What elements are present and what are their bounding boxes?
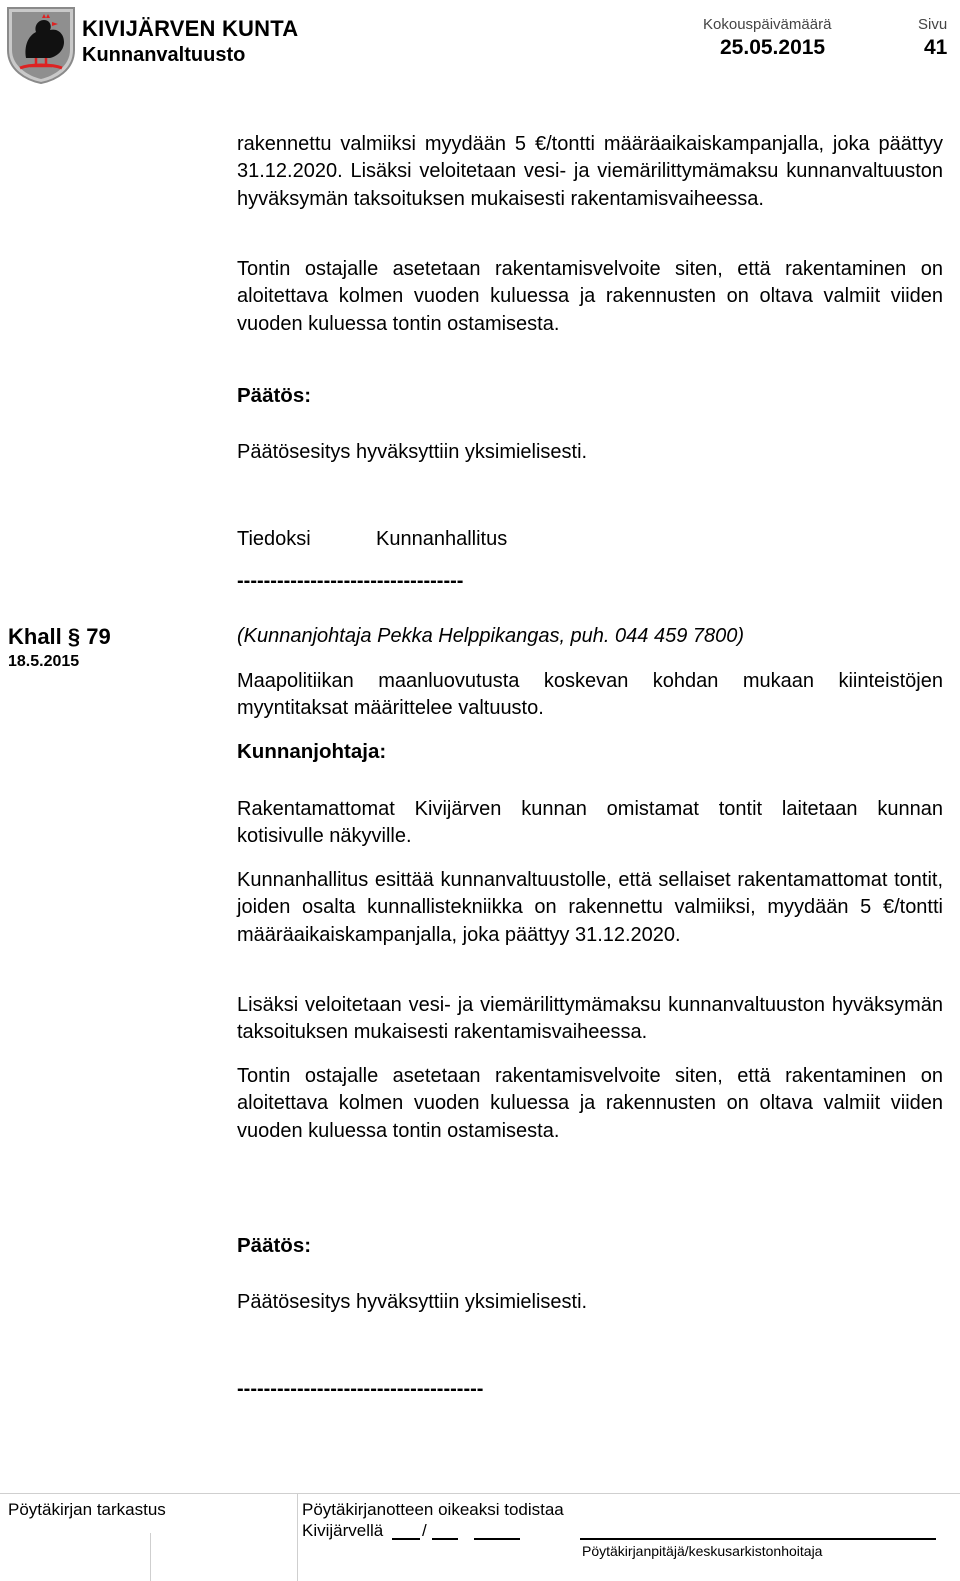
footer-divider-middle: [297, 1493, 298, 1581]
footer-month-blank: [432, 1538, 458, 1540]
paragraph-board-proposal: Kunnanhallitus esittää kunnanvaltuustolle, että sellaiset rakentamattomat tontit, joiden osalta kunnallistekniikka on rakennettu valmiiksi, myydään 5 €/tontti määräaikaiskampanjalla, joka päättyy 31.12.2020.: [237, 869, 943, 946]
footer-certify-label: Pöytäkirjanotteen oikeaksi todistaa: [302, 1500, 564, 1519]
info-recipient: Kunnanhallitus: [376, 528, 508, 550]
decision-text: Päätösesitys hyväksyttiin yksimielisesti.: [237, 441, 588, 463]
paragraph-building-obligation-2: Tontin ostajalle asetetaan rakentamisvelvoite siten, että rakentaminen on aloitettava kolmen vuoden kuluessa ja rakennusten on oltava valmiit viiden vuoden kuluessa tontin ostamisesta.: [237, 1065, 943, 1142]
page-number: 41: [924, 36, 948, 59]
manager-heading: Kunnanjohtaja:: [237, 740, 387, 763]
body-name: Kunnanvaltuusto: [82, 44, 246, 66]
footer-day-blank: [392, 1538, 420, 1540]
footer-place: Kivijärvellä: [302, 1521, 384, 1540]
footer-signer-title: Pöytäkirjanpitäjä/keskusarkistonhoitaja: [582, 1543, 823, 1559]
paragraph-sale-campaign: rakennettu valmiiksi myydään 5 €/tontti määräaikaiskampanjalla, joka päättyy 31.12.2020. Lisäksi veloitetaan vesi- ja viemärilittymämaksu kunnanvaltuuston hyväksymän taksoituksen mukaisesti rakentamisvaiheessa.: [237, 133, 943, 210]
footer-divider-left: [150, 1533, 151, 1581]
info-label: Tiedoksi: [237, 528, 311, 550]
meeting-date-label: Kokouspäivämäärä: [703, 16, 832, 33]
section-title: Khall § 79: [8, 624, 111, 649]
page-footer: [0, 1493, 960, 1581]
footer-review-label: Pöytäkirjan tarkastus: [8, 1500, 166, 1519]
footer-top-border: [0, 1493, 960, 1494]
footer-year-blank: [474, 1538, 520, 1540]
organization-name: KIVIJÄRVEN KUNTA: [82, 16, 299, 41]
paragraph-plots-website: Rakentamattomat Kivijärven kunnan omistamat tontit laitetaan kunnan kotisivulle näkyville.: [237, 798, 943, 848]
meeting-date: 25.05.2015: [720, 36, 826, 59]
preparer-info: (Kunnanjohtaja Pekka Helppikangas, puh. 044 459 7800): [237, 625, 745, 647]
separator-line-2: -------------------------------------: [237, 1378, 484, 1400]
footer-signature-line: [580, 1538, 936, 1540]
page-label: Sivu: [918, 16, 948, 33]
paragraph-connection-fees: Lisäksi veloitetaan vesi- ja viemärilittymämaksu kunnanvaltuuston hyväksymän taksoituksen mukaisesti rakentamisvaiheessa.: [237, 994, 943, 1044]
decision-heading-2: Päätös:: [237, 1234, 312, 1257]
separator-line: ----------------------------------: [237, 570, 464, 592]
decision-text-2: Päätösesitys hyväksyttiin yksimielisesti.: [237, 1291, 588, 1313]
page-header: [0, 0, 960, 90]
paragraph-land-policy: Maapolitiikan maanluovutusta koskevan kohdan mukaan kiinteistöjen myyntitaksat määrittelee valtuusto.: [237, 670, 943, 720]
decision-heading: Päätös:: [237, 384, 312, 407]
footer-date-slash: /: [422, 1521, 427, 1540]
municipal-coat-of-arms-logo: [6, 6, 76, 84]
paragraph-building-obligation: Tontin ostajalle asetetaan rakentamisvelvoite siten, että rakentaminen on aloitettava kolmen vuoden kuluessa ja rakennusten on oltava valmiit viiden vuoden kuluessa tontin ostamisesta.: [237, 258, 943, 335]
section-date: 18.5.2015: [8, 653, 80, 670]
